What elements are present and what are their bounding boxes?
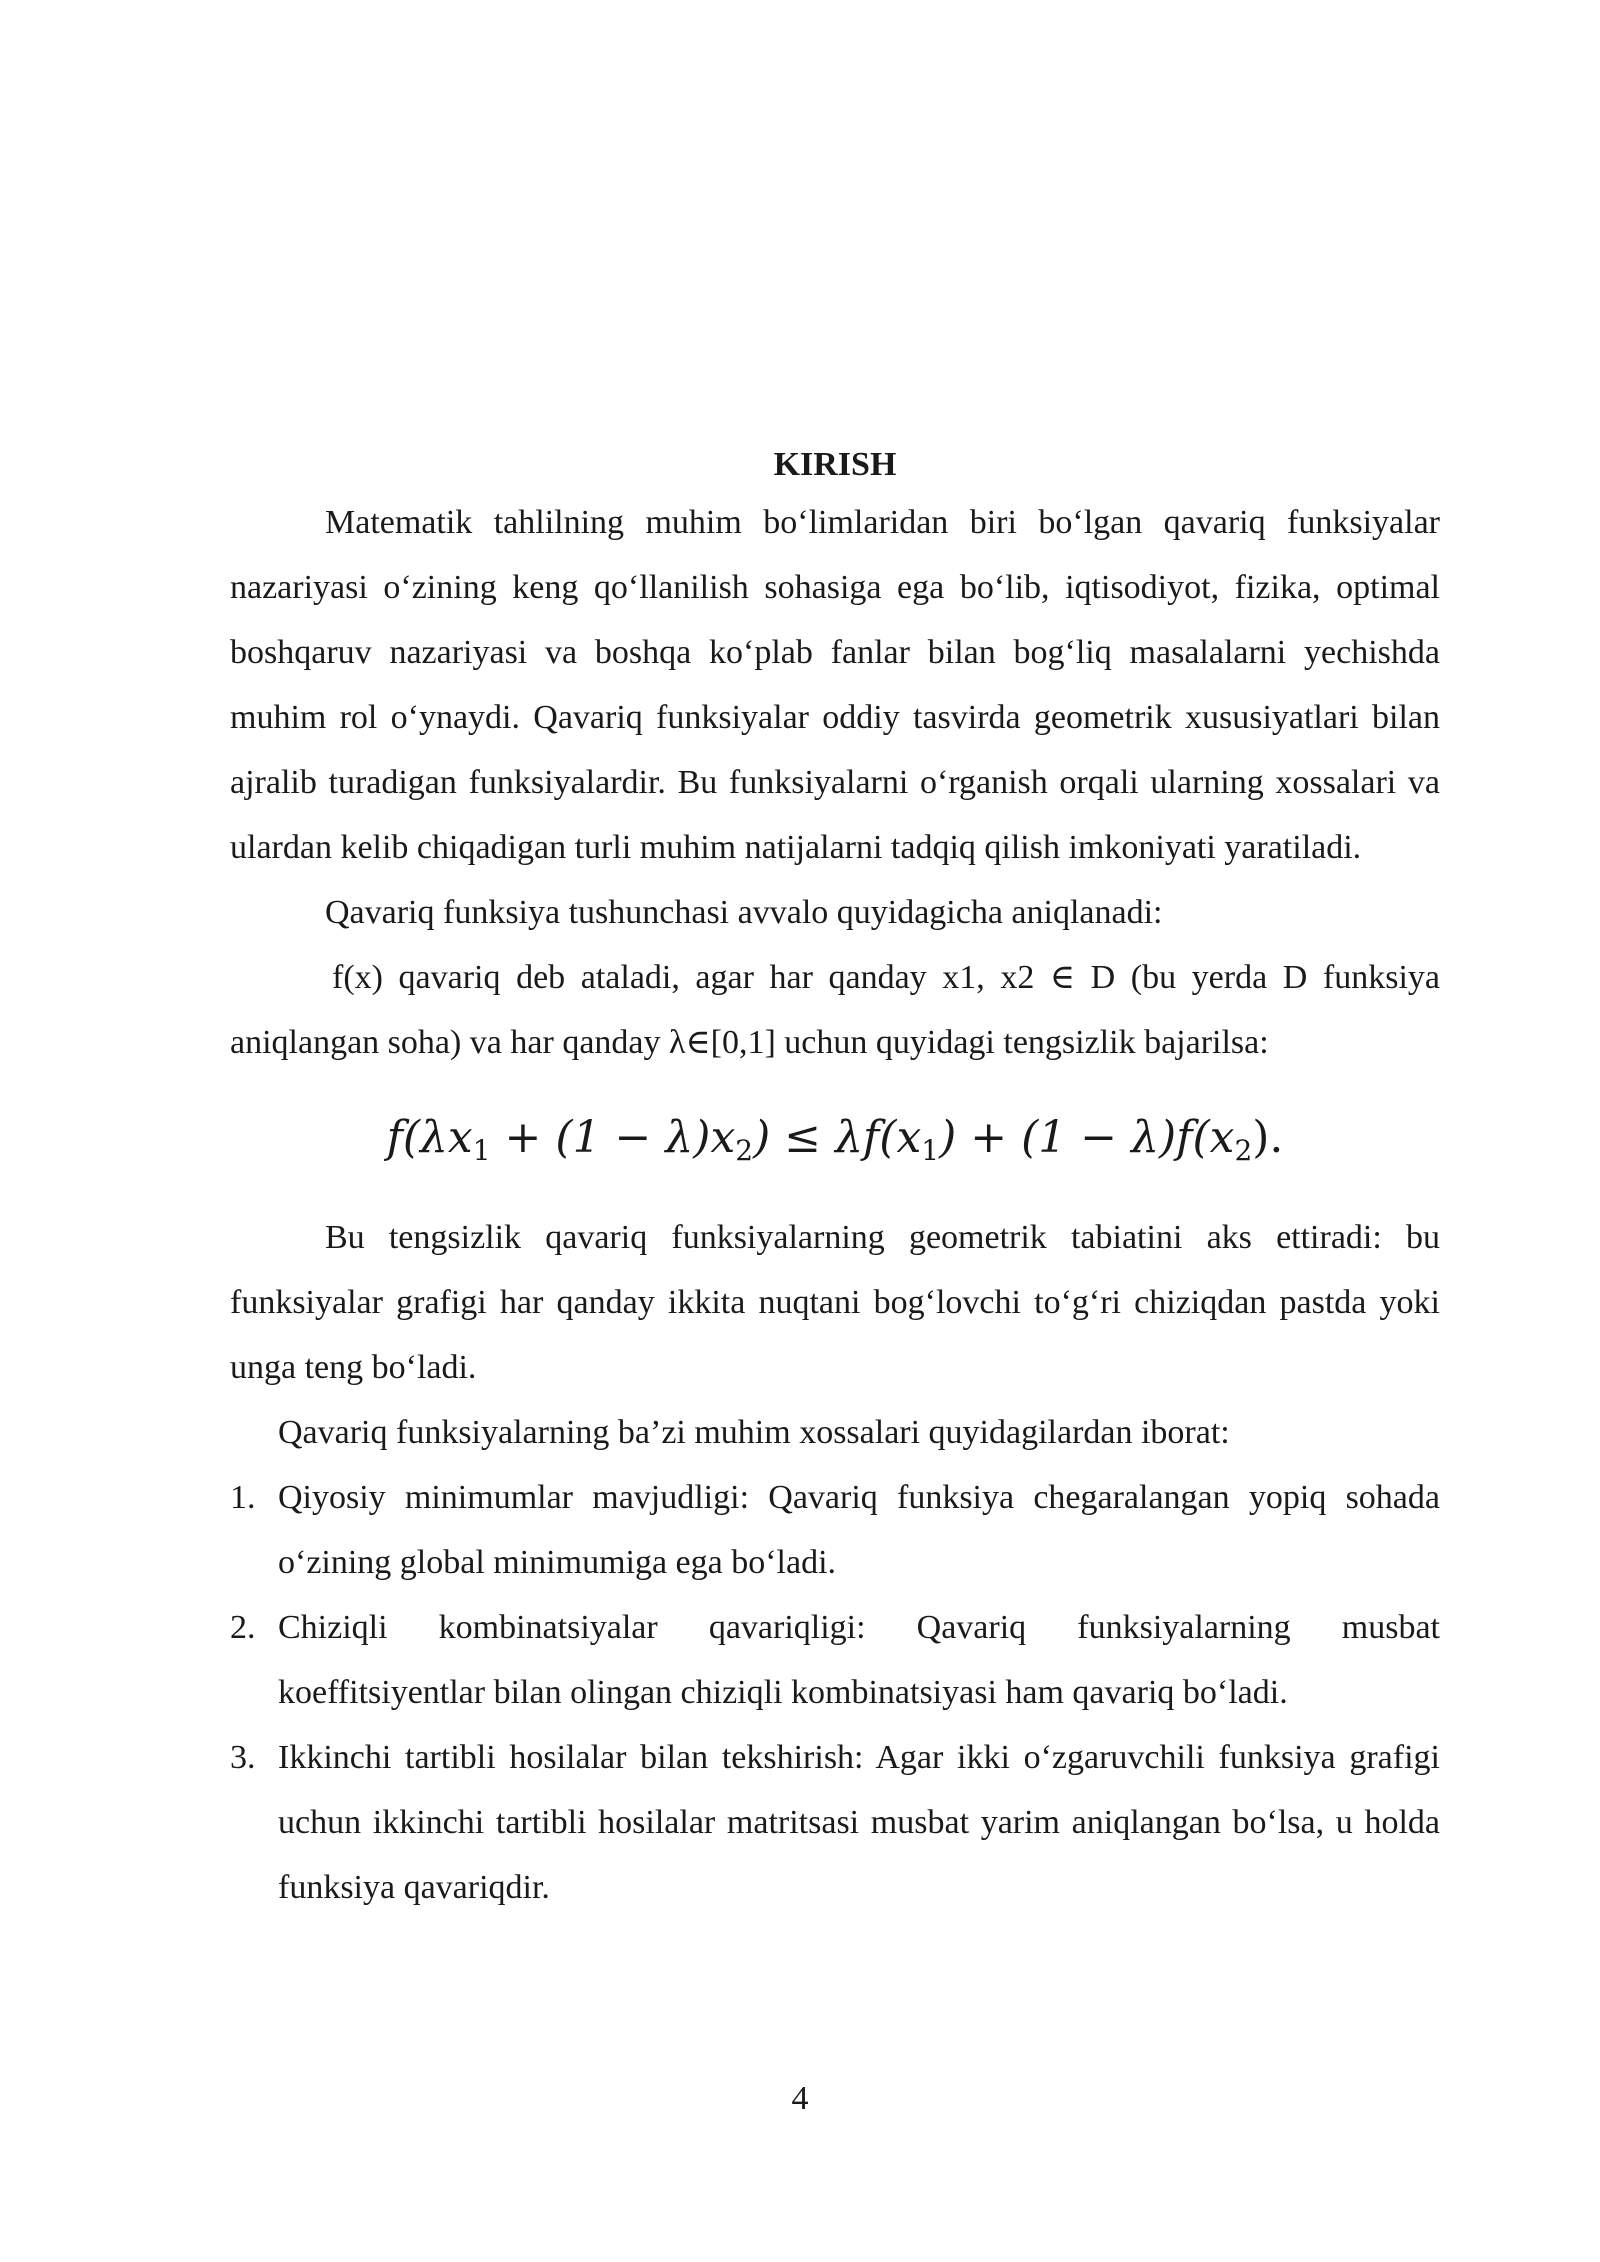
list-item-text: Qiyosiy minimumlar mavjudligi: Qavariq funksiya chegaralangan yopiq sohada o‘zining global minimumiga ega bo‘ladi. (278, 1479, 1440, 1581)
list-item-text: Chiziqli kombinatsiyalar qavariqligi: Qavariq funksiyalarning musbat koeffitsiyentlar bilan olingan chiziqli kombinatsiyasi ham qavariq bo‘ladi. (278, 1609, 1440, 1711)
section-heading: KIRISH (773, 446, 897, 483)
list-item-number: 2. (230, 1609, 256, 1646)
definition-paragraph: f(x) qavariq deb ataladi, agar har qanday x1, x2 ∈ D (bu yerda D funksiya aniqlangan soha) va har qanday λ∈[0,1] uchun quyidagi tengsizlik bajarilsa: (230, 959, 1440, 1061)
list-item (230, 1465, 1440, 1595)
definition-lead-paragraph: Qavariq funksiya tushunchasi avvalo quyidagicha aniqlanadi: (325, 894, 1163, 931)
list-item (230, 1595, 1440, 1725)
intro-paragraph: Matematik tahlilning muhim bo‘limlaridan biri bo‘lgan qavariq funksiyalar nazariyasi o‘zining keng qo‘llanilish sohasiga ega bo‘lib, iqtisodiyot, fizika, optimal boshqaruv nazariyasi va boshqa ko‘plab fanlar bilan bog‘liq masalalarni yechishda muhim rol o‘ynaydi. Qavariq funksiyalar oddiy tasvirda geometrik xususiyatlari bilan ajralib turadigan funksiyalardir. Bu funksiyalarni o‘rganish orqali ularning xossalari va ulardan kelib chiqadigan turli muhim natijalarni tadqiq qilish imkoniyati yaratiladi. (230, 504, 1440, 866)
list-item-text: Ikkinchi tartibli hosilalar bilan tekshirish: Agar ikki o‘zgaruvchili funksiya grafigi uchun ikkinchi tartibli hosilalar matritsasi musbat yarim aniqlangan bo‘lsa, u holda funksiya qavariqdir. (278, 1739, 1440, 1906)
geometric-meaning-paragraph: Bu tengsizlik qavariq funksiyalarning geometrik tabiatini aks ettiradi: bu funksiyalar grafigi har qanday ikkita nuqtani bog‘lovchi to‘g‘ri chiziqdan pastda yoki unga teng bo‘ladi. (230, 1219, 1440, 1386)
convexity-inequality-formula: $f(\lambda x_1 + (1 - \lambda)x_2) \le \lambda f(x_1) + (1 - \lambda)f(x_2)$. (386, 1112, 1284, 1167)
page-body (230, 440, 1440, 1920)
list-item (230, 1725, 1440, 1920)
list-item-number: 1. (230, 1479, 256, 1516)
properties-list (230, 1465, 1440, 1920)
list-item-number: 3. (230, 1739, 256, 1776)
page-number: 4 (791, 2080, 809, 2117)
properties-intro-paragraph: Qavariq funksiyalarning ba’zi muhim xossalari quyidagilardan iborat: (278, 1414, 1230, 1451)
